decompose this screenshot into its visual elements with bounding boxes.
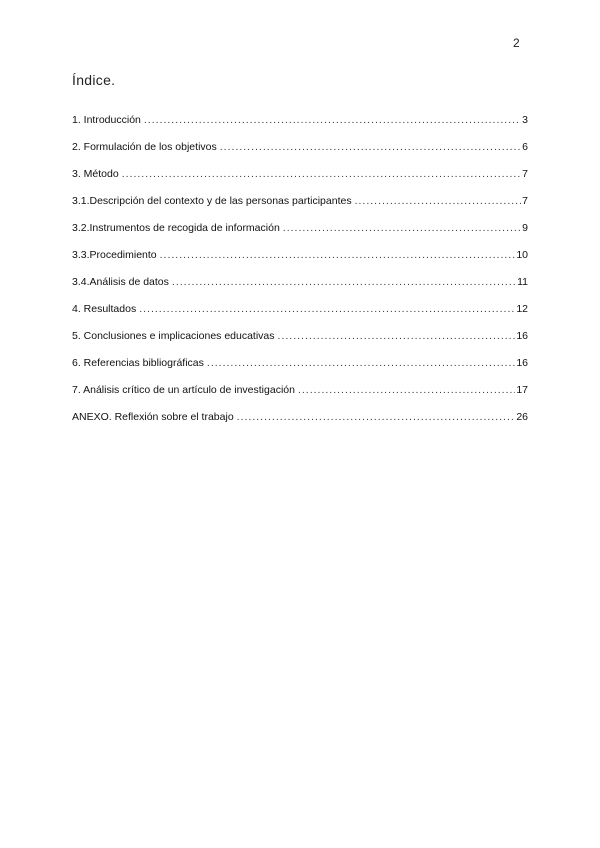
toc-dot-leader [283,222,521,234]
toc-entry-label: 3.4.Análisis de datos [72,276,169,288]
toc-dot-leader [144,114,521,126]
toc-entry-objetivos[interactable] [72,141,528,168]
toc-dot-leader [160,249,516,261]
toc-dot-leader [355,195,522,207]
toc-entry-label: 3. Método [72,168,119,180]
toc-entry-label: 3.1.Descripción del contexto y de las personas participantes [72,195,352,207]
toc-entry-analisis-critico[interactable] [72,384,528,411]
toc-entry-page: 26 [516,411,528,423]
toc-entry-page: 7 [522,195,528,207]
toc-dot-leader [220,141,521,153]
page-title: Índice. [72,72,116,88]
toc-dot-leader [298,384,515,396]
toc-entry-referencias[interactable] [72,357,528,384]
toc-entry-page: 11 [517,276,528,288]
toc-dot-leader [122,168,521,180]
toc-entry-page: 16 [516,357,528,369]
table-of-contents [72,114,528,438]
toc-dot-leader [237,411,516,423]
toc-entry-procedimiento[interactable] [72,249,528,276]
toc-dot-leader [172,276,516,288]
toc-entry-instrumentos[interactable] [72,222,528,249]
toc-entry-introduccion[interactable] [72,114,528,141]
toc-entry-label: 3.3.Procedimiento [72,249,157,261]
toc-entry-metodo[interactable] [72,168,528,195]
toc-entry-analisis-datos[interactable] [72,276,528,303]
toc-entry-page: 7 [522,168,528,180]
toc-entry-page: 16 [516,330,528,342]
toc-entry-page: 9 [522,222,528,234]
toc-entry-conclusiones[interactable] [72,330,528,357]
toc-entry-label: 2. Formulación de los objetivos [72,141,217,153]
toc-entry-label: ANEXO. Reflexión sobre el trabajo [72,411,234,423]
toc-entry-page: 10 [516,249,528,261]
toc-entry-page: 17 [516,384,528,396]
toc-entry-page: 6 [522,141,528,153]
toc-entry-label: 1. Introducción [72,114,141,126]
page-number: 2 [513,36,520,50]
toc-entry-label: 7. Análisis crítico de un artículo de investigación [72,384,295,396]
toc-entry-page: 12 [516,303,528,315]
toc-entry-resultados[interactable] [72,303,528,330]
toc-dot-leader [278,330,516,342]
toc-entry-label: 4. Resultados [72,303,137,315]
toc-entry-label: 6. Referencias bibliográficas [72,357,204,369]
toc-entry-page: 3 [522,114,528,126]
toc-entry-label: 3.2.Instrumentos de recogida de información [72,222,280,234]
toc-entry-contexto[interactable] [72,195,528,222]
toc-dot-leader [139,303,515,315]
toc-entry-anexo[interactable] [72,411,528,438]
toc-entry-label: 5. Conclusiones e implicaciones educativas [72,330,275,342]
toc-dot-leader [207,357,515,369]
